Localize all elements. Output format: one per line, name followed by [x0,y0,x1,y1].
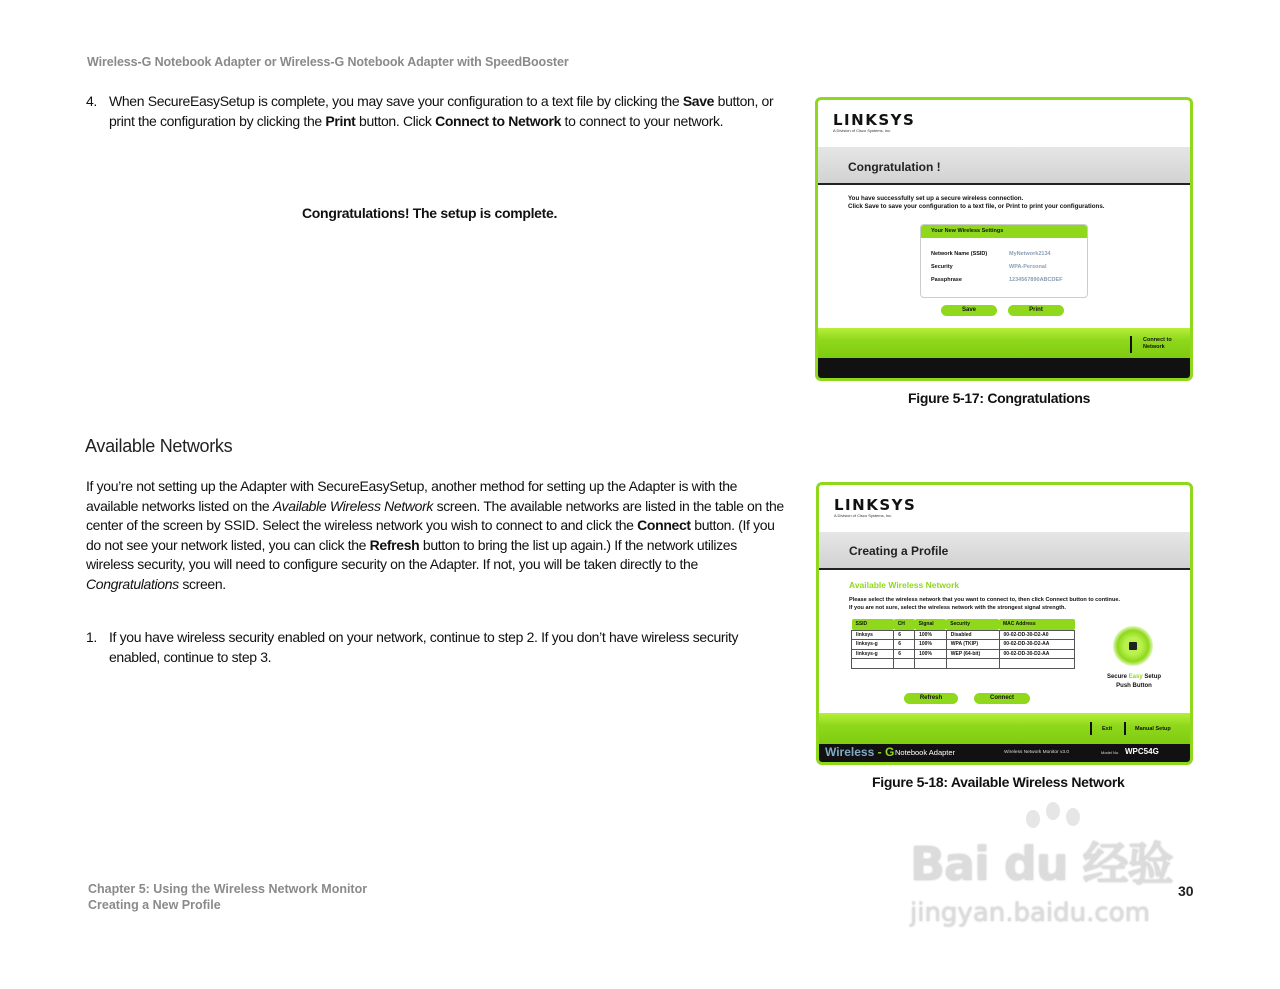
setting-value: MyNetwork2134 [1009,251,1051,257]
footer-chapter: Chapter 5: Using the Wireless Network Monitor [88,882,368,896]
cell: 00-02-DD-30-D2-AA [999,640,1074,650]
step-1-paragraph [86,628,786,667]
message-line: If you are not sure, select the wireless network with the strongest signal strength. [849,605,1066,611]
text: When SecureEasySetup is complete, you may save your configuration to a text file by clicking the [109,93,683,109]
ses-word: Easy [1128,674,1143,680]
step-number: 1. [86,629,97,645]
separator [1124,722,1126,735]
model-number: WPC54G [1125,747,1159,756]
separator [1090,722,1092,735]
text: If you’re not setting up the Adapter with SecureEasySetup, another method for setting up the Adapter is with the available networks listed on the [86,478,738,514]
exit-button[interactable]: Exit [1102,726,1113,732]
setting-value: 1234567890ABCDEF [1009,277,1063,283]
monitor-version: Wireless Network Monitor v3.0 [1004,750,1070,755]
refresh-term: Refresh [369,536,420,553]
table-row[interactable] [852,649,1075,659]
refresh-button[interactable]: Refresh [904,693,958,704]
cell: 100% [915,640,947,650]
column-header: Security [946,619,999,630]
footer-bar [818,358,1190,378]
cell: 00-02-DD-30-D2-A0 [999,630,1074,640]
screen-title: Congratulation ! [848,160,941,174]
column-header: SSID [852,619,894,630]
link-text: Network [1143,344,1165,350]
lock-icon [1129,642,1137,650]
cell: 00-02-DD-30-D2-AA [999,649,1074,659]
section-title: Available Networks [85,436,233,456]
screen-title-bar [819,532,1190,570]
secure-easy-setup-button[interactable] [1113,626,1153,666]
paw-toe [1046,802,1060,820]
step-4-paragraph [86,92,786,131]
setting-label: Security [931,264,953,270]
step-text: If you have wireless security enabled on your network, continue to step 2. If you don’t have wireless security enabled, continue to step 3. [109,629,739,665]
linksys-logo [833,111,915,133]
text: button. Click [355,112,436,129]
text: to connect to your network. [561,112,724,129]
cell: 6 [894,640,915,650]
cell: WEP (64-bit) [946,649,999,659]
link-text: Connect to [1143,337,1172,343]
connect-term: Connect [637,517,691,533]
cell: linksys-g [852,649,894,659]
watermark-text: Bai du 经验 [910,837,1173,891]
column-header: CH [894,619,915,630]
cell: Disabled [946,630,999,640]
subtitle: Available Wireless Network [849,580,960,590]
save-term: Save [682,93,715,109]
column-header: Signal [915,619,947,630]
screen-name: Available Wireless Network [272,497,434,514]
page-number: 30 [1178,883,1194,899]
paw-toe [1026,810,1040,828]
manual-setup-button[interactable]: Manual Setup [1135,726,1171,732]
footer-section: Creating a New Profile [88,898,221,912]
brand-sub: A Division of Cisco Systems, Inc. [833,128,892,133]
paw-toe [1066,808,1080,826]
table-row-empty [852,659,1075,669]
available-networks-paragraph [86,477,786,594]
ses-word: Setup [1144,674,1162,680]
screen-title: Creating a Profile [849,544,949,558]
cell: 6 [894,649,915,659]
cell: 6 [894,630,915,640]
screen-name: Congratulations [86,575,179,592]
product-g: - G [877,745,895,759]
congrats-note: Congratulations! The setup is complete. [302,205,558,221]
watermark-url: jingyan.baidu.com [910,898,1150,928]
save-button[interactable]: Save [941,305,997,316]
linksys-logo [834,496,916,518]
step-number: 4. [86,93,97,109]
networks-table [851,619,1075,669]
text: button. (If you do not see your network listed, you can click the [86,517,775,553]
table-row[interactable] [852,630,1075,640]
setting-label: Passphrase [931,277,962,283]
cell: 100% [915,630,947,640]
product-name [825,745,894,759]
ses-label [1099,673,1169,691]
connect-button[interactable]: Connect [974,693,1030,704]
cell: 100% [915,649,947,659]
baidu-watermark [908,800,1208,940]
ses-push-label: Push Button [1116,683,1152,689]
print-button[interactable]: Print [1008,305,1064,316]
table-header-row [852,619,1075,630]
message-line: Click Save to save your configuration to a text file, or Print to print your configurations. [848,203,1105,210]
setting-label: Network Name (SSID) [931,251,988,257]
figure-caption: Figure 5-17: Congratulations [908,390,1091,406]
cell: WPA (TKIP) [946,640,999,650]
brand: LINKSYS [833,111,916,129]
table-row[interactable] [852,640,1075,650]
text: screen. [178,575,226,592]
figure-caption: Figure 5-18: Available Wireless Network [872,774,1125,790]
cell: linksys [852,630,894,640]
message-line: You have successfully set up a secure wireless connection. [848,195,1024,202]
product-word: Wireless [825,745,875,759]
available-network-screenshot [816,482,1193,765]
separator [1130,336,1132,353]
congratulations-screenshot [815,97,1193,381]
setting-value: WPA-Personal [1009,264,1047,270]
page-header: Wireless-G Notebook Adapter or Wireless-G Notebook Adapter with SpeedBooster [87,55,569,69]
box-title: Your New Wireless Settings [921,225,1087,238]
connect-to-network-button[interactable] [1143,337,1172,351]
action-bar [818,328,1190,358]
text: button to bring the list up again.) If the network utilizes wireless security, you will need to configure security on the Adapter. If not, you will be taken directly to the [86,536,737,572]
ses-word: Secure [1106,674,1127,680]
screen-title-bar [818,147,1190,185]
text: screen. The available networks are listed in the table on the center of the screen by SSID. Select the wireless network you wish to connect to and click the [86,497,784,533]
model-label: Model No. [1101,750,1120,755]
text: button, or print the configuration by clicking the [109,93,774,129]
column-header: MAC Address [999,619,1074,630]
connect-term: Connect to Network [435,112,562,129]
product-bar [819,744,1190,762]
print-term: Print [325,112,356,129]
cell: linksys-g [852,640,894,650]
brand-sub: A Division of Cisco Systems, Inc. [834,513,893,518]
message-line: Please select the wireless network that you want to connect to, then click Connect button to continue. [849,597,1121,603]
brand: LINKSYS [834,496,917,514]
product-type: Notebook Adapter [895,748,956,757]
wireless-settings-box [920,224,1088,298]
